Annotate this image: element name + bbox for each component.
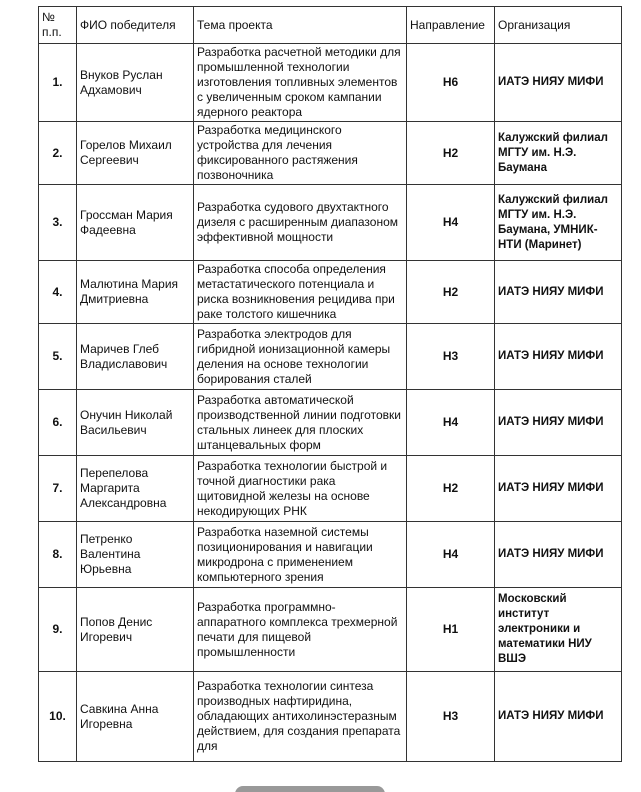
winner-name: Внуков Руслан Адхамович xyxy=(77,44,194,122)
winners-table xyxy=(38,6,622,762)
project-topic: Разработка электродов для гибридной ионизационной камеры деления на основе технологии борирования сталей xyxy=(194,324,407,390)
project-direction: Н2 xyxy=(407,261,495,324)
row-num: 9. xyxy=(39,588,77,672)
organization: Калужский филиал МГТУ им. Н.Э. Баумана, УМНИК-НТИ (Маринет) xyxy=(495,185,622,261)
header-topic: Тема проекта xyxy=(194,7,407,44)
project-topic: Разработка программно-аппаратного комплекса трехмерной печати для пищевой промышленности xyxy=(194,588,407,672)
table-row xyxy=(39,522,622,588)
organization: ИАТЭ НИЯУ МИФИ xyxy=(495,390,622,456)
row-num: 2. xyxy=(39,122,77,185)
winner-name: Онучин Николай Васильевич xyxy=(77,390,194,456)
organization: Московский институт электроники и математики НИУ ВШЭ xyxy=(495,588,622,672)
header-name: ФИО победителя xyxy=(77,7,194,44)
header-num: № п.п. xyxy=(39,7,77,44)
organization: ИАТЭ НИЯУ МИФИ xyxy=(495,456,622,522)
project-direction: Н2 xyxy=(407,456,495,522)
table-row xyxy=(39,185,622,261)
row-num: 10. xyxy=(39,672,77,762)
project-direction: Н3 xyxy=(407,672,495,762)
table-row xyxy=(39,390,622,456)
winner-name: Маричев Глеб Владиславович xyxy=(77,324,194,390)
organization: ИАТЭ НИЯУ МИФИ xyxy=(495,672,622,762)
table-row xyxy=(39,122,622,185)
project-direction: Н6 xyxy=(407,44,495,122)
project-topic: Разработка способа определения метастатического потенциала и риска возникновения рецидива при раке толстого кишечника xyxy=(194,261,407,324)
project-topic: Разработка технологии быстрой и точной диагностики рака щитовидной железы на основе некодирующих РНК xyxy=(194,456,407,522)
winner-name: Малютина Мария Дмитриевна xyxy=(77,261,194,324)
organization: ИАТЭ НИЯУ МИФИ xyxy=(495,44,622,122)
row-num: 7. xyxy=(39,456,77,522)
row-num: 4. xyxy=(39,261,77,324)
project-topic: Разработка судового двухтактного дизеля с расширенным диапазоном эффективной мощности xyxy=(194,185,407,261)
project-topic: Разработка автоматической производственной линии подготовки стальных линеек для плоских штанцевальных форм xyxy=(194,390,407,456)
header-org: Организация xyxy=(495,7,622,44)
page-edge-shadow xyxy=(235,786,385,792)
table-row xyxy=(39,588,622,672)
project-topic: Разработка технологии синтеза производных нафтиридина, обладающих антихолинэстеразным действием, для создания препарата для xyxy=(194,672,407,762)
project-topic: Разработка расчетной методики для промышленной технологии изготовления топливных элементов с увеличенным сроком кампании ядерного реактора xyxy=(194,44,407,122)
winner-name: Попов Денис Игоревич xyxy=(77,588,194,672)
row-num: 6. xyxy=(39,390,77,456)
winner-name: Горелов Михаил Сергеевич xyxy=(77,122,194,185)
project-direction: Н2 xyxy=(407,122,495,185)
table-row xyxy=(39,672,622,762)
header-direction: Направление xyxy=(407,7,495,44)
winner-name: Гроссман Мария Фадеевна xyxy=(77,185,194,261)
winner-name: Савкина Анна Игоревна xyxy=(77,672,194,762)
table-header-row xyxy=(39,7,622,44)
project-direction: Н4 xyxy=(407,390,495,456)
project-topic: Разработка наземной системы позиционирования и навигации микродрона с применением компьютерного зрения xyxy=(194,522,407,588)
organization: ИАТЭ НИЯУ МИФИ xyxy=(495,261,622,324)
project-direction: Н3 xyxy=(407,324,495,390)
table-row xyxy=(39,261,622,324)
row-num: 8. xyxy=(39,522,77,588)
winner-name: Петренко Валентина Юрьевна xyxy=(77,522,194,588)
project-direction: Н1 xyxy=(407,588,495,672)
table-body xyxy=(39,44,622,762)
table-row xyxy=(39,324,622,390)
organization: ИАТЭ НИЯУ МИФИ xyxy=(495,522,622,588)
project-direction: Н4 xyxy=(407,185,495,261)
row-num: 1. xyxy=(39,44,77,122)
organization: ИАТЭ НИЯУ МИФИ xyxy=(495,324,622,390)
project-direction: Н4 xyxy=(407,522,495,588)
winner-name: Перепелова Маргарита Александровна xyxy=(77,456,194,522)
row-num: 5. xyxy=(39,324,77,390)
project-topic: Разработка медицинского устройства для лечения фиксированного растяжения позвоночника xyxy=(194,122,407,185)
row-num: 3. xyxy=(39,185,77,261)
organization: Калужский филиал МГТУ им. Н.Э. Баумана xyxy=(495,122,622,185)
table-row xyxy=(39,456,622,522)
table-row xyxy=(39,44,622,122)
